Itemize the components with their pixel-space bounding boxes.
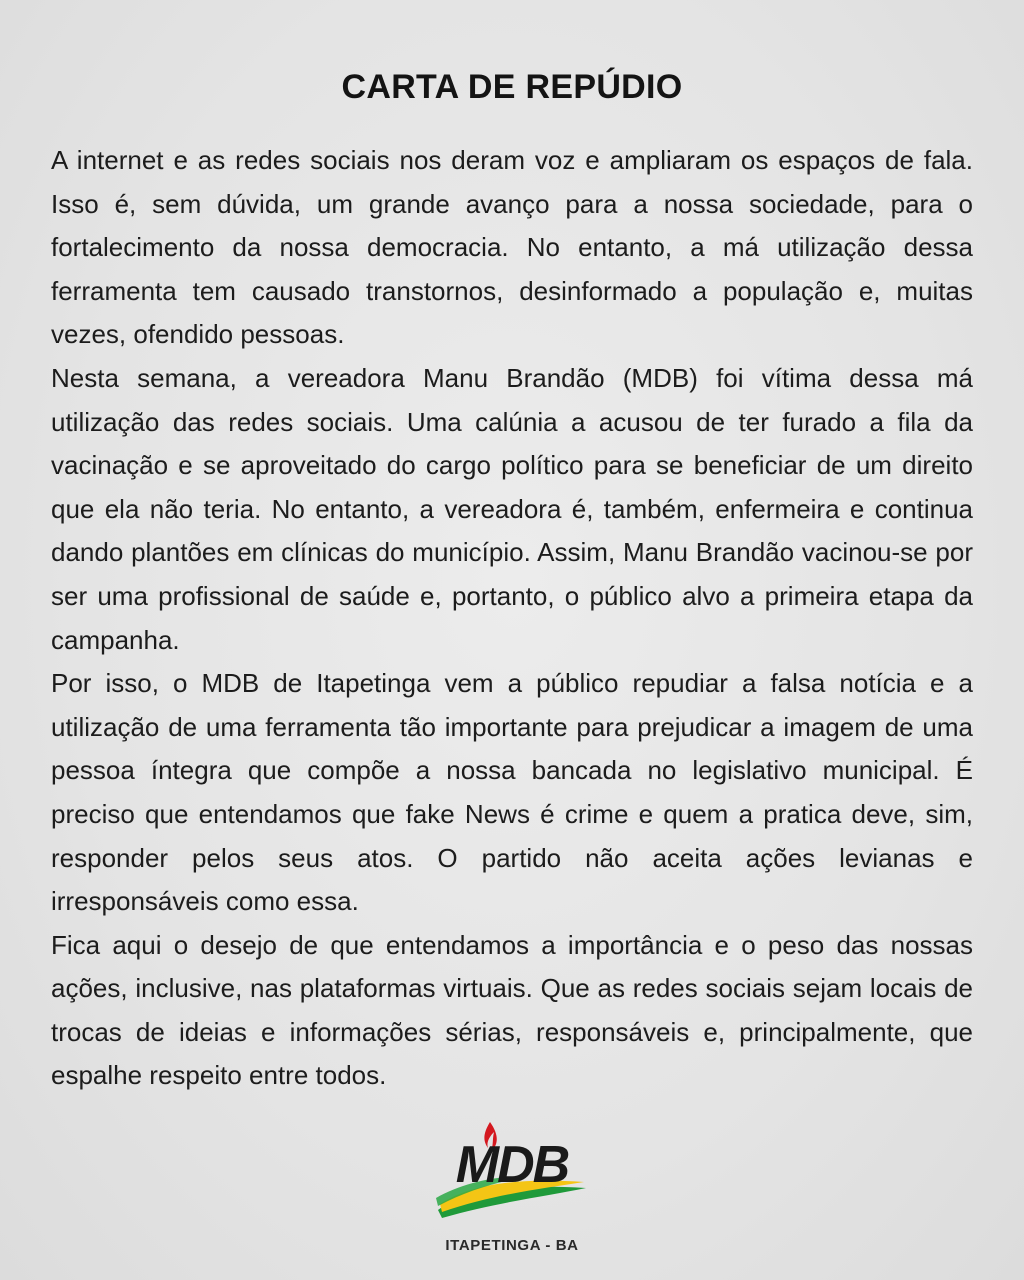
logo-wordmark: MDB	[455, 1136, 569, 1194]
paragraph-3: Por isso, o MDB de Itapetinga vem a público repudiar a falsa notícia e a utilização de uma ferramenta tão importante para prejudicar a imagem de uma pessoa íntegra que compõe a nossa bancada no legislativo municipal. É preciso que entendamos que fake News é crime e quem a pratica deve, sim, responder pelos seus atos. O partido não aceita ações levianas e irresponsáveis como essa.	[51, 668, 973, 917]
mdb-logo-icon	[428, 1118, 596, 1230]
logo-subtitle: ITAPETINGA - BA	[445, 1237, 579, 1254]
paragraph-4: Fica aqui o desejo de que entendamos a importância e o peso das nossas ações, inclusive, nas plataformas virtuais. Que as redes sociais sejam locais de trocas de ideias e informações sérias, responsáveis e, principalmente, que espalhe respeito entre todos.	[51, 929, 973, 1091]
paragraph-2: Nesta semana, a vereadora Manu Brandão (MDB) foi vítima dessa má utilização das redes sociais. Uma calúnia a acusou de ter furado a fila da vacinação e se aproveitado do cargo político para se beneficiar de um direito que ela não teria. No entanto, a vereadora é, também, enfermeira e continua dando plantões em clínicas do município. Assim, Manu Brandão vacinou-se por ser uma profissional de saúde e, portanto, o público alvo a primeira etapa da campanha.	[51, 362, 973, 655]
letter-body	[51, 139, 973, 1098]
paragraph-1: A internet e as redes sociais nos deram voz e ampliaram os espaços de fala. Isso é, sem dúvida, um grande avanço para a nossa sociedade, para o fortalecimento da nossa democracia. No entanto, a má utilização dessa ferramenta tem causado transtornos, desinformado a população e, muitas vezes, ofendido pessoas.	[51, 145, 973, 350]
page-title: CARTA DE REPÚDIO	[341, 68, 683, 106]
